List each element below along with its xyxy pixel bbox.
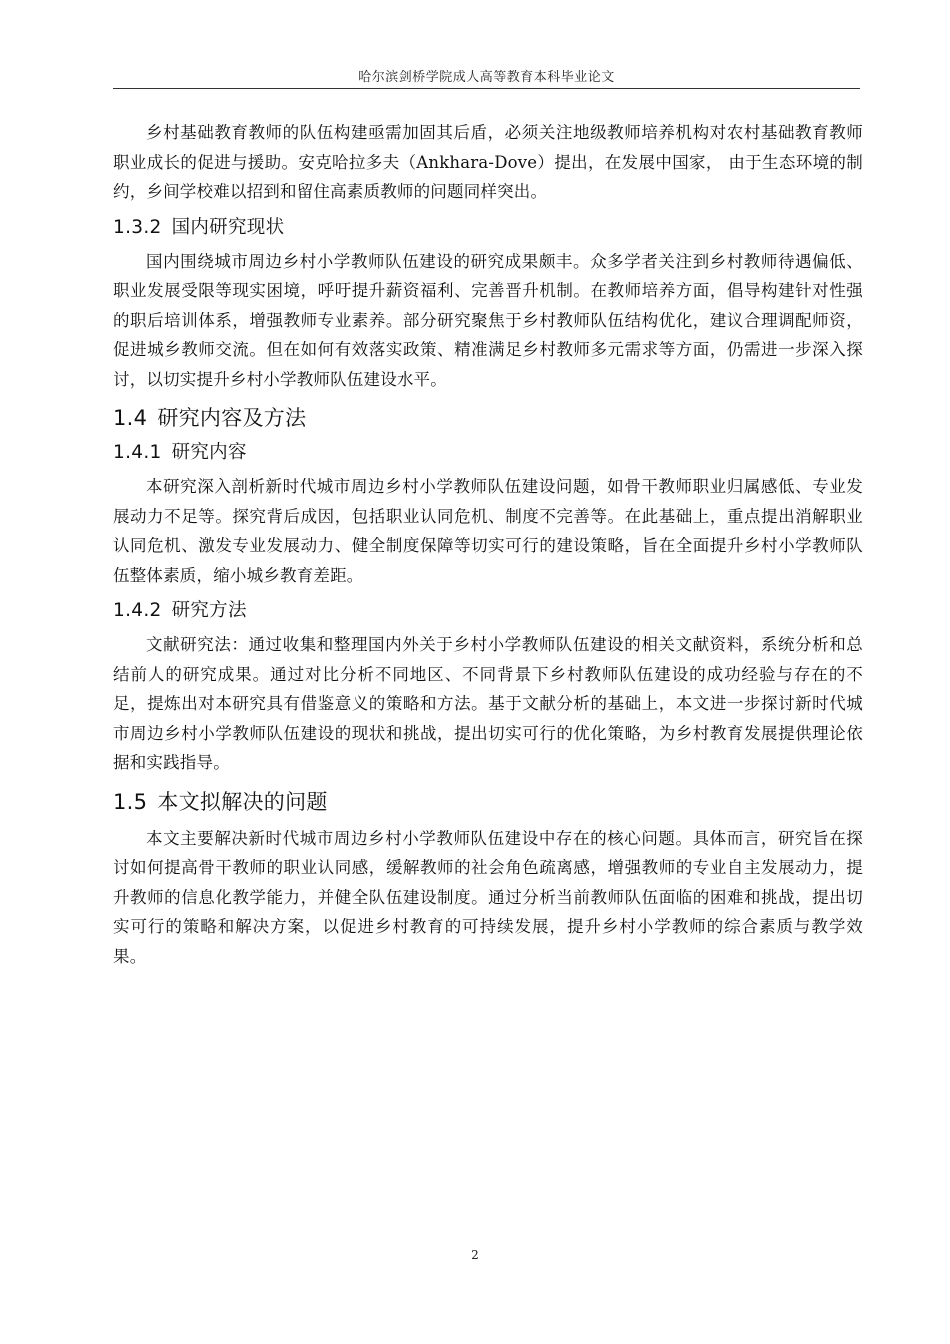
section-number: 1.4.2 [113, 600, 162, 621]
paragraph-research-method: 文献研究法：通过收集和整理国内外关于乡村小学教师队伍建设的相关文献资料，系统分析和总结前人的研究成果。通过对比分析不同地区、不同背景下乡村教师队伍建设的成功经验与存在的不足，提炼出对本研究具有借鉴意义的策略和方法。基于文献分析的基础上，本文进一步探讨新时代城市周边乡村小学教师队伍建设的现状和挑战，提出切实可行的优化策略，为乡村教育发展提供理论依据和实践指导。 [113, 635, 863, 772]
section-heading-1-3-2 [113, 215, 863, 241]
paragraph-research-content: 本研究深入剖析新时代城市周边乡村小学教师队伍建设问题，如骨干教师职业归属感低、专业发展动力不足等。探究背后成因，包括职业认同危机、制度不完善等。在此基础上，重点提出消解职业认同危机、激发专业发展动力、健全制度保障等切实可行的建设策略，旨在全面提升乡村小学教师队伍整体素质，缩小城乡教育差距。 [113, 477, 863, 585]
paragraph-problems-to-solve: 本文主要解决新时代城市周边乡村小学教师队伍建设中存在的核心问题。具体而言，研究旨在探讨如何提高骨干教师的职业认同感，缓解教师的社会角色疏离感，增强教师的专业自主发展动力，提升教师的信息化教学能力，并健全队伍建设制度。通过分析当前教师队伍面临的困难和挑战，提出切实可行的策略和解决方案，以促进乡村教育的可持续发展，提升乡村小学教师的综合素质与教学效果。 [113, 828, 863, 966]
section-heading-1-4-2 [113, 598, 863, 624]
header-divider [113, 88, 860, 89]
section-title: 国内研究现状 [171, 216, 285, 238]
page-number: 2 [471, 1248, 479, 1262]
section-title: 本文拟解决的问题 [157, 789, 328, 814]
intro-paragraph: 乡村基础教育教师的队伍构建亟需加固其后盾，必须关注地级教师培养机构对农村基础教育教师职业成长的促进与援助。安克哈拉多夫（Ankhara-Dove）提出，在发展中国家， 由于生态环境的制约，乡间学校难以招到和留住高素质教师的问题同样突出。 [113, 123, 863, 201]
section-title: 研究内容及方法 [157, 406, 307, 430]
section-number: 1.4.1 [113, 442, 162, 463]
document-body [113, 118, 863, 971]
page-header: 哈尔滨剑桥学院成人高等教育本科毕业论文 [358, 70, 615, 85]
section-number: 1.3.2 [113, 216, 162, 238]
section-number: 1.4 [113, 406, 148, 430]
section-heading-1-4-1 [113, 440, 863, 466]
section-title: 研究内容 [171, 442, 247, 463]
section-heading-1-5 [113, 788, 863, 816]
section-number: 1.5 [113, 789, 148, 814]
paragraph-domestic-research: 国内围绕城市周边乡村小学教师队伍建设的研究成果颇丰。众多学者关注到乡村教师待遇偏低、职业发展受限等现实困境，呼吁提升薪资福利、完善晋升机制。在教师培养方面，倡导构建针对性强的职后培训体系，增强教师专业素养。部分研究聚焦于乡村教师队伍结构优化，建议合理调配师资，促进城乡教师交流。但在如何有效落实政策、精准满足乡村教师多元需求等方面，仍需进一步深入探讨，以切实提升乡村小学教师队伍建设水平。 [113, 251, 863, 389]
section-heading-1-4 [113, 404, 863, 432]
section-title: 研究方法 [171, 600, 247, 621]
